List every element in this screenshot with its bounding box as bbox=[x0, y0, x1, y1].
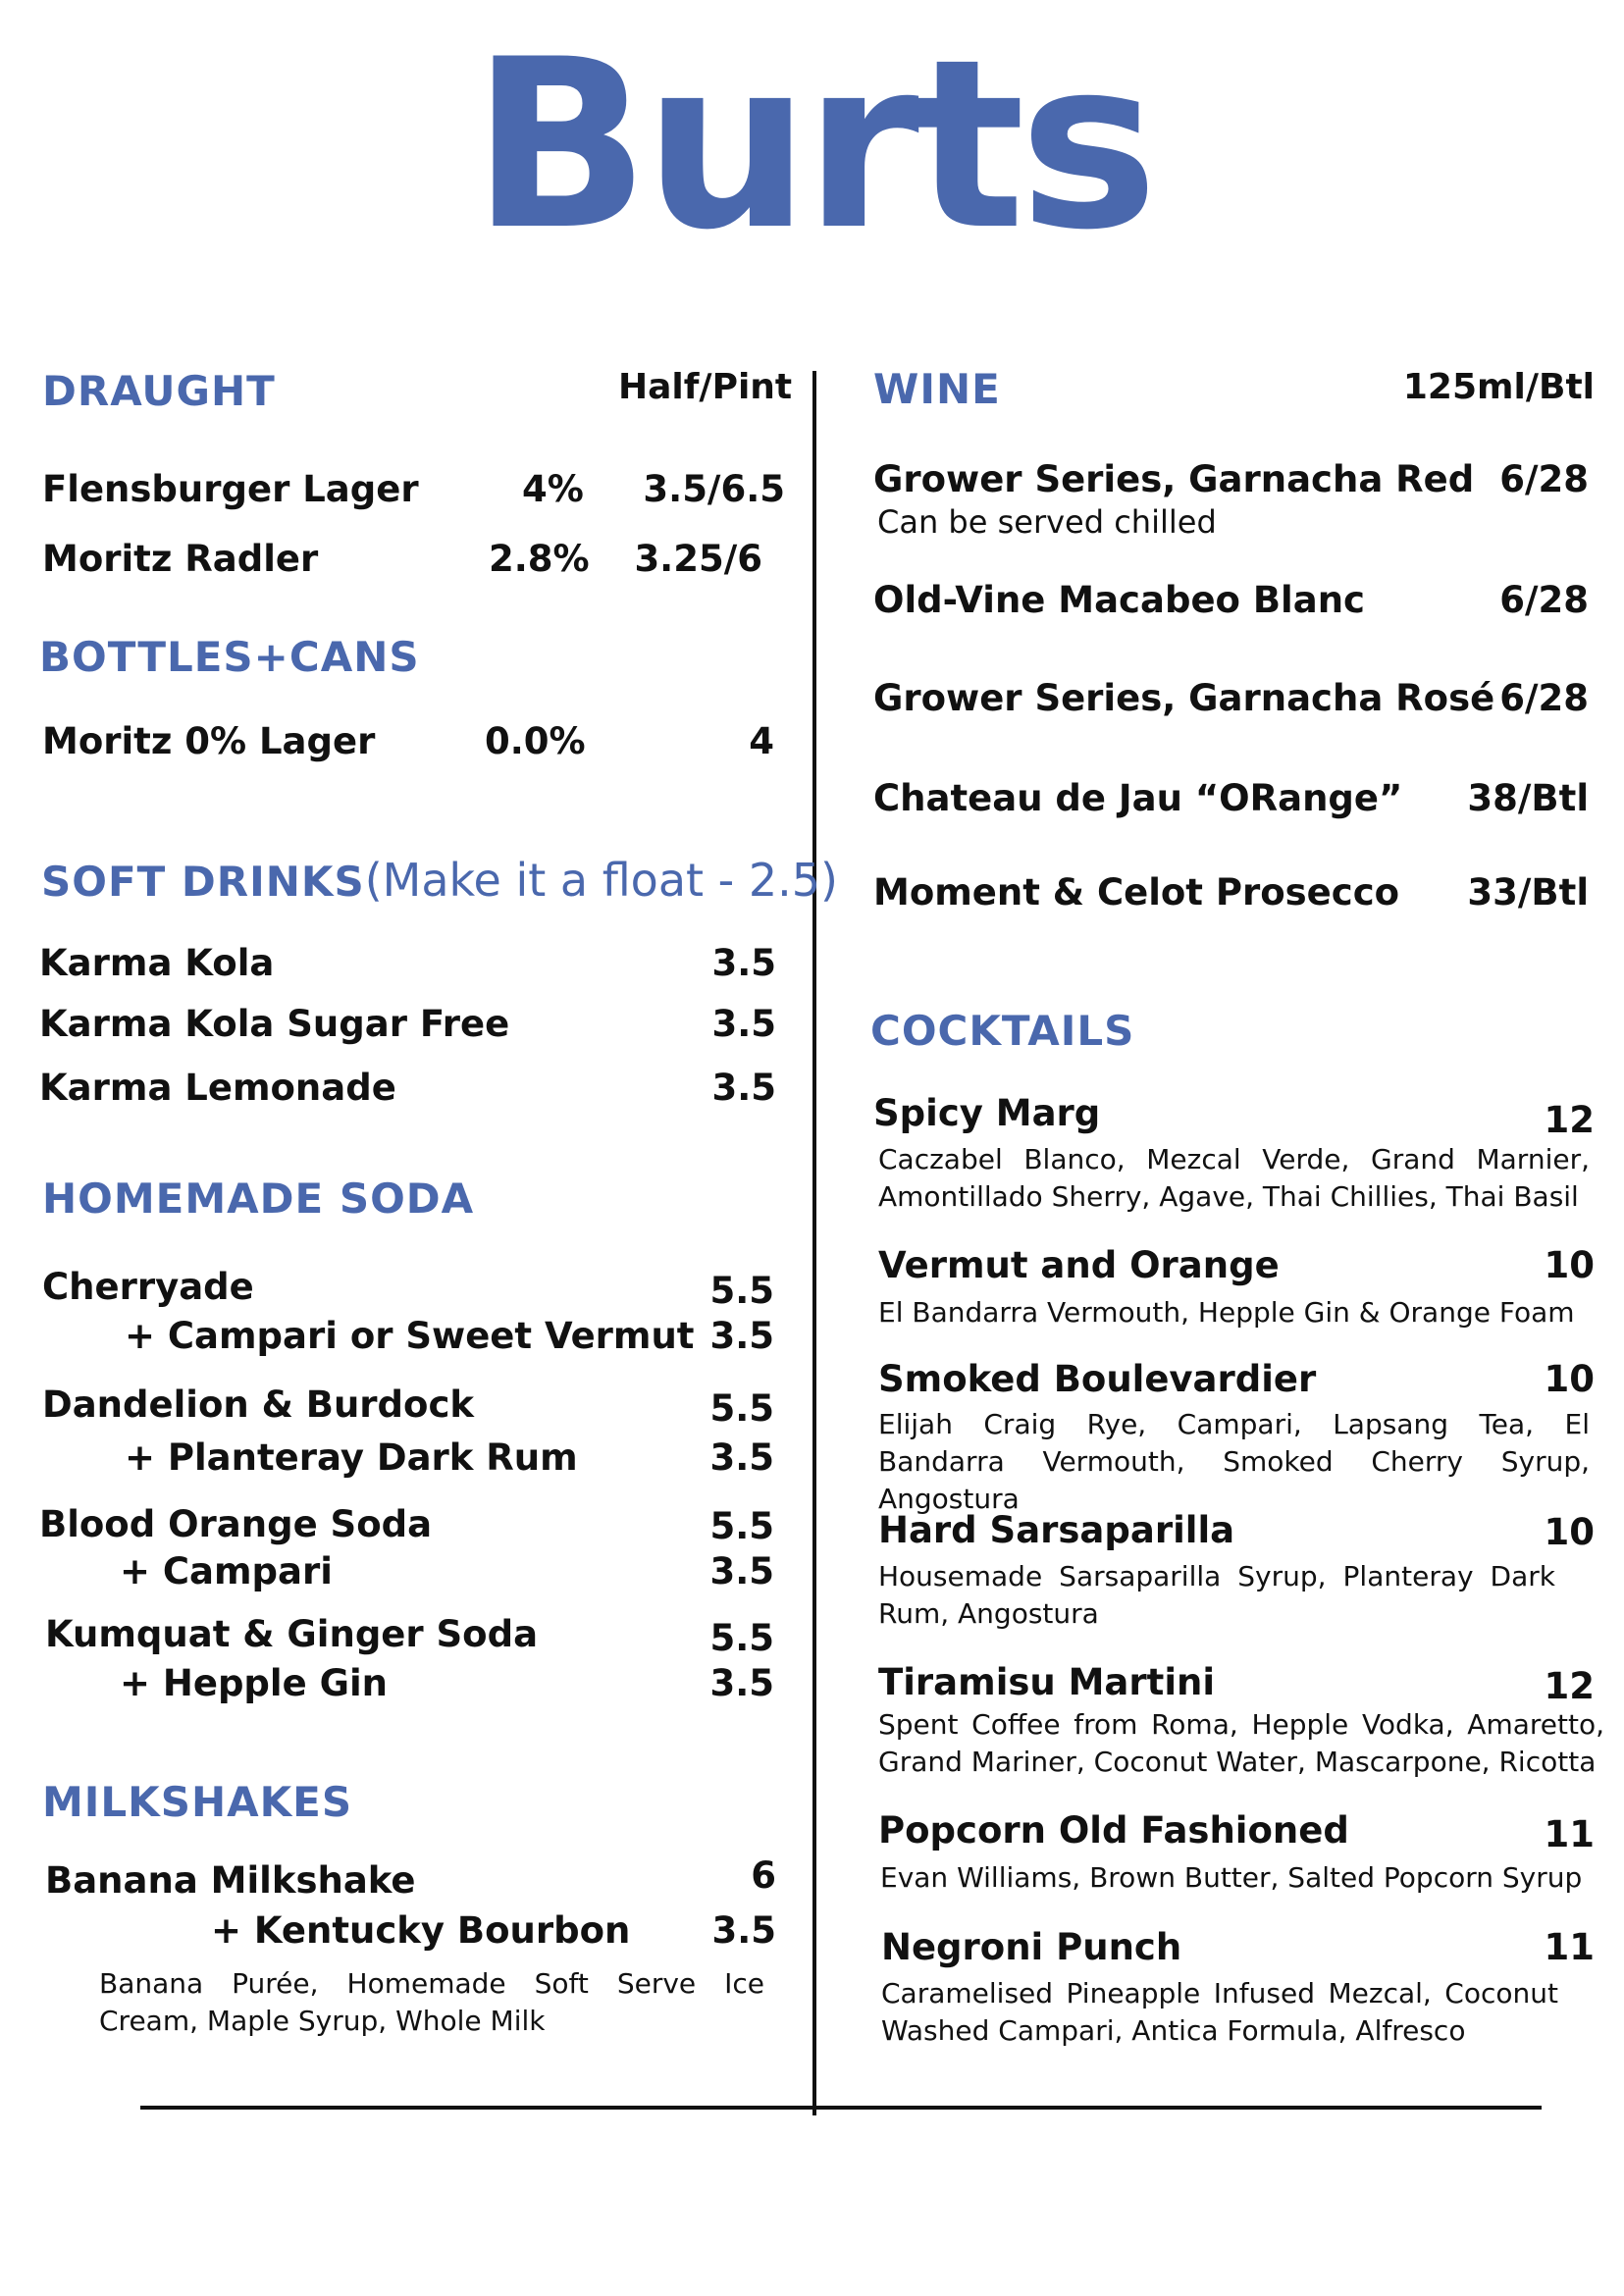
soda-item-addon: + Planteray Dark Rum bbox=[125, 1436, 578, 1479]
section-title-cocktails: COCKTAILS bbox=[870, 1007, 1135, 1055]
soda-item-price: 5.5 bbox=[709, 1387, 774, 1430]
section-title-draught: DRAUGHT bbox=[42, 367, 276, 415]
cocktail-item-price: 12 bbox=[1544, 1665, 1595, 1707]
bottles-item-name: Moritz 0% Lager bbox=[42, 720, 376, 762]
cocktail-item-price: 11 bbox=[1544, 1813, 1595, 1855]
section-title-soft-drinks bbox=[41, 854, 838, 907]
bottles-item-price: 4 bbox=[749, 720, 774, 762]
wine-item-price: 6/28 bbox=[1499, 579, 1589, 621]
draught-item-abv: 4% bbox=[522, 468, 584, 510]
wine-item-note: Can be served chilled bbox=[877, 503, 1217, 541]
bottles-item-abv: 0.0% bbox=[485, 720, 586, 762]
cocktail-item-name: Negroni Punch bbox=[881, 1926, 1182, 1968]
draught-column-header: Half/Pint bbox=[618, 367, 793, 407]
bottom-rule bbox=[140, 2106, 1542, 2110]
wine-item-price: 6/28 bbox=[1499, 677, 1589, 719]
cocktail-item-price: 12 bbox=[1544, 1099, 1595, 1141]
soda-item-addon-price: 3.5 bbox=[709, 1662, 774, 1704]
section-title-homemade-soda: HOMEMADE SODA bbox=[42, 1174, 475, 1223]
cocktail-item-description: Evan Williams, Brown Butter, Salted Popcorn Syrup bbox=[880, 1861, 1583, 1894]
cocktail-item-description: Caczabel Blanco, Mezcal Verde, Grand Marnier, Amontillado Sherry, Agave, Thai Chillies, Thai Basil bbox=[878, 1143, 1590, 1213]
cocktail-item-description: El Bandarra Vermouth, Hepple Gin & Orange Foam bbox=[878, 1296, 1575, 1329]
milkshake-item-description: Banana Purée, Homemade Soft Serve Ice Cream, Maple Syrup, Whole Milk bbox=[99, 1967, 764, 2037]
wine-column-header: 125ml/Btl bbox=[1402, 367, 1595, 407]
soft-item-name: Karma Kola Sugar Free bbox=[39, 1003, 510, 1045]
cocktail-item-name: Tiramisu Martini bbox=[878, 1661, 1216, 1703]
soft-drinks-title: SOFT DRINKS bbox=[41, 858, 365, 906]
soda-item-addon: + Campari or Sweet Vermut bbox=[125, 1315, 695, 1357]
cocktail-item-name: Hard Sarsaparilla bbox=[878, 1509, 1235, 1551]
wine-item-price: 6/28 bbox=[1499, 458, 1589, 500]
soda-item-name: Cherryade bbox=[42, 1266, 254, 1308]
wine-item-price: 33/Btl bbox=[1467, 871, 1589, 913]
draught-item-name: Flensburger Lager bbox=[42, 468, 419, 510]
milkshake-item-addon: + Kentucky Bourbon bbox=[211, 1909, 631, 1952]
soda-item-price: 5.5 bbox=[709, 1505, 774, 1547]
soda-item-addon-price: 3.5 bbox=[709, 1436, 774, 1479]
soda-item-addon-price: 3.5 bbox=[709, 1315, 774, 1357]
soft-item-price: 3.5 bbox=[711, 1067, 776, 1109]
cocktail-item-name: Spicy Marg bbox=[873, 1092, 1101, 1134]
soft-item-name: Karma Lemonade bbox=[39, 1067, 396, 1109]
soft-item-price: 3.5 bbox=[711, 942, 776, 984]
milkshake-item-addon-price: 3.5 bbox=[711, 1909, 776, 1952]
soft-drinks-float-note: (Make it a float - 2.5) bbox=[364, 854, 838, 907]
draught-item-price: 3.5/6.5 bbox=[643, 468, 785, 510]
cocktail-item-name: Vermut and Orange bbox=[878, 1244, 1280, 1286]
cocktail-item-description: Caramelised Pineapple Infused Mezcal, Coconut Washed Campari, Antica Formula, Alfresco bbox=[881, 1977, 1558, 2047]
wine-item-name: Grower Series, Garnacha Rosé bbox=[873, 677, 1495, 719]
cocktail-item-description: Housemade Sarsaparilla Syrup, Planteray Dark Rum, Angostura bbox=[878, 1560, 1555, 1630]
wine-item-name: Chateau de Jau “ORange” bbox=[873, 777, 1403, 819]
wine-item-price: 38/Btl bbox=[1467, 777, 1589, 819]
cocktail-item-name: Smoked Boulevardier bbox=[878, 1358, 1317, 1400]
section-title-wine: WINE bbox=[873, 365, 1001, 413]
cocktail-item-name: Popcorn Old Fashioned bbox=[878, 1809, 1349, 1852]
soda-item-addon: + Campari bbox=[120, 1550, 333, 1592]
draught-item-abv: 2.8% bbox=[489, 538, 590, 580]
brand-logo: Burts bbox=[471, 10, 1153, 282]
milkshake-item-price: 6 bbox=[751, 1854, 776, 1897]
milkshake-item-name: Banana Milkshake bbox=[45, 1859, 416, 1902]
cocktail-item-description: Elijah Craig Rye, Campari, Lapsang Tea, El Bandarra Vermouth, Smoked Cherry Syrup, Angostura bbox=[878, 1408, 1590, 1515]
section-title-bottles: BOTTLES+CANS bbox=[39, 633, 420, 681]
cocktail-item-description: Spent Coffee from Roma, Hepple Vodka, Amaretto, Grand Mariner, Coconut Water, Mascarpone, Ricotta bbox=[878, 1708, 1604, 1778]
soda-item-price: 5.5 bbox=[709, 1270, 774, 1312]
soda-item-name: Blood Orange Soda bbox=[39, 1503, 433, 1545]
cocktail-item-price: 11 bbox=[1544, 1926, 1595, 1968]
wine-item-name: Moment & Celot Prosecco bbox=[873, 871, 1400, 913]
soft-item-name: Karma Kola bbox=[39, 942, 275, 984]
soda-item-addon-price: 3.5 bbox=[709, 1550, 774, 1592]
soda-item-name: Kumquat & Ginger Soda bbox=[45, 1613, 539, 1655]
soda-item-name: Dandelion & Burdock bbox=[42, 1383, 474, 1426]
wine-item-name: Old-Vine Macabeo Blanc bbox=[873, 579, 1365, 621]
draught-item-price: 3.25/6 bbox=[634, 538, 762, 580]
cocktail-item-price: 10 bbox=[1544, 1358, 1595, 1400]
column-divider bbox=[812, 371, 816, 2115]
soda-item-price: 5.5 bbox=[709, 1617, 774, 1659]
soda-item-addon: + Hepple Gin bbox=[120, 1662, 388, 1704]
draught-item-name: Moritz Radler bbox=[42, 538, 319, 580]
cocktail-item-price: 10 bbox=[1544, 1244, 1595, 1286]
cocktail-item-price: 10 bbox=[1544, 1511, 1595, 1553]
wine-item-name: Grower Series, Garnacha Red bbox=[873, 458, 1475, 500]
section-title-milkshakes: MILKSHAKES bbox=[42, 1778, 353, 1826]
soft-item-price: 3.5 bbox=[711, 1003, 776, 1045]
